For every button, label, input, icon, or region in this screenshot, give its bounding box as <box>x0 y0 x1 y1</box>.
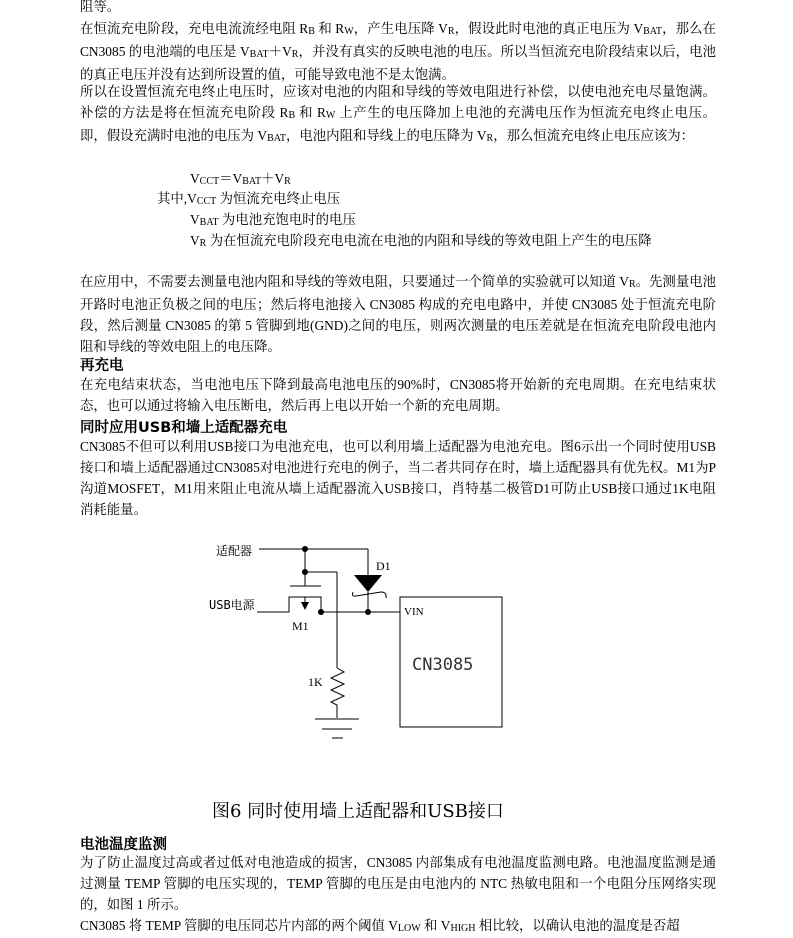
usb-power-label: USB电源 <box>209 598 255 612</box>
mosfet-channel <box>257 597 321 612</box>
subscript: BAT <box>643 26 663 37</box>
adapter-label: 适配器 <box>216 544 253 558</box>
mosfet-arrow-icon <box>301 602 309 610</box>
def-description: 为在恒流充电阶段充电电流在电池的内阻和导线的等效电阻上产生的电压降 <box>206 233 652 248</box>
schottky-bar <box>352 592 386 598</box>
text-run: 在恒流充电阶段，充电电流流经电阻 R <box>80 21 309 36</box>
junction-dot <box>318 609 324 615</box>
subscript: B <box>308 26 315 37</box>
text-run: 和 V <box>420 918 451 933</box>
resistor-zigzag <box>331 668 344 718</box>
subscript: R <box>284 176 291 187</box>
subscript: HIGH <box>450 923 476 934</box>
def-symbol-subscript: R <box>199 238 207 249</box>
text-run: ，那么恒流充电终止电压应该为： <box>493 128 695 143</box>
subscript: CCT <box>199 176 220 187</box>
paragraph-usb-adapter: CN3085不但可以利用USB接口为电池充电，也可以利用墙上适配器为电池充电。图6示出一个同时使用USB接口和墙上适配器通过CN3085对电池进行充电的例子，当二者共同存在时，墙上适配器具有优先权。M1为P沟道MOSFET，M1用来阻止电流从墙上适配器流入USB接口，肖特基二极管D1可防止USB接口通过1K电阻消耗能量。 <box>80 439 716 517</box>
text-run: 上产生的电压降加上电池的充满电压作为恒流充电终止电压。即，假设充满时电池的电压为 V <box>80 105 716 143</box>
paragraph-recharge: 在充电结束状态，当电池电压下降到最高电池电压的90%时，CN3085将开始新的充电周期。在充电结束状态，也可以通过将输入电压断电，然后再上电以开始一个新的充电周期。 <box>80 377 716 413</box>
paragraph-temperature: 为了防止温度过高或者过低对电池造成的损害，CN3085 内部集成有电池温度监测电路。电池温度监测是通过测量 TEMP 管脚的电压实现的，TEMP 管脚的电压是由电池内的 NTC 热敏电阻和一个电阻分压网络实现的，如图 1 所示。 <box>80 855 716 912</box>
text-run: 相比较，以确认电池的温度是否超 <box>475 918 680 933</box>
diode-triangle-icon <box>354 575 382 592</box>
subscript: W <box>344 26 354 37</box>
subscript: R <box>628 279 636 290</box>
mosfet-label: M1 <box>292 619 309 633</box>
figure-caption: 图6 同时使用墙上适配器和USB接口 <box>212 801 504 822</box>
junction-dot <box>302 569 308 575</box>
junction-dot <box>302 546 308 552</box>
text-run: CN3085 将 TEMP 管脚的电压同芯片内部的两个阈值 V <box>80 918 398 933</box>
text-run: 在应用中，不需要去测量电池内阻和导线的等效电阻，只要通过一个简单的实验就可以知道 V <box>80 274 629 289</box>
paragraph-temperature-thresholds <box>80 915 716 938</box>
formula-where-prefix: 其中, <box>157 191 188 206</box>
diode-label: D1 <box>376 559 391 573</box>
heading-usb-adapter: 同时应用USB和墙上适配器充电 <box>80 420 288 436</box>
def-symbol-subscript: BAT <box>199 217 219 228</box>
text-run: 所以在设置恒流充电终止电压时，应该对电池的内阻和导线的等效电阻进行补偿，以使电池充电尽量饱满。补偿的方法是将在恒流充电阶段 R <box>80 84 716 120</box>
subscript: BAT <box>242 176 262 187</box>
text-run: ，并没有真实的反映电池的电压。所以当恒流充电阶段结束以后，电池的真正电压并没有达到所设置的值，可能导致电池不是太饱满。 <box>80 44 717 82</box>
text-run: 和 R <box>314 21 345 36</box>
subscript: BAT <box>267 133 287 144</box>
def-symbol-base: V <box>190 212 200 227</box>
def-symbol-base: V <box>187 191 197 206</box>
resistor-label: 1K <box>308 675 323 689</box>
text-run: ＋V <box>268 44 292 59</box>
def-symbol-subscript: CCT <box>196 196 217 207</box>
subscript: R <box>486 133 494 144</box>
text-run: ＝V <box>219 171 243 186</box>
heading-recharge: 再充电 <box>80 358 124 374</box>
def-description: 为电池充饱电时的电压 <box>218 212 356 227</box>
text-run: ，产生电压降 V <box>353 21 448 36</box>
subscript: BAT <box>249 49 269 60</box>
subscript: W <box>325 110 336 121</box>
subscript: LOW <box>397 923 421 934</box>
text-run: ，假设此时电池的真正电压为 V <box>454 21 644 36</box>
chip-pin-vin-label: VIN <box>404 606 424 618</box>
paragraph-continuation: 阻等。 <box>80 0 121 14</box>
subscript: R <box>291 49 299 60</box>
text-run: ＋V <box>261 171 285 186</box>
heading-battery-temperature: 电池温度监测 <box>80 837 167 853</box>
text-run: 。先测量电池开路时电池正负极之间的电压；然后将电池接入 CN3085 构成的充电电路中，并使 CN3085 处于恒流充电阶段，然后测量 CN3085 的第 5 管脚到地(GND)之间的电压，则两次测量的电压差就是在恒流充电阶段电池内阻和导线的等效电阻上的电压降。 <box>80 274 717 354</box>
text-run: V <box>190 171 200 186</box>
def-description: 为恒流充电终止电压 <box>216 191 341 206</box>
chip-name-label: CN3085 <box>412 655 474 675</box>
text-run: ，电池内阻和导线上的电压降为 V <box>286 128 487 143</box>
junction-dot <box>365 609 371 615</box>
text-run: ，那么在 CN3085 的电池端的电压是 V <box>80 21 716 59</box>
def-symbol-base: V <box>190 233 200 248</box>
subscript: B <box>288 110 296 121</box>
text-run: 和 R <box>295 105 326 120</box>
subscript: R <box>447 26 455 37</box>
